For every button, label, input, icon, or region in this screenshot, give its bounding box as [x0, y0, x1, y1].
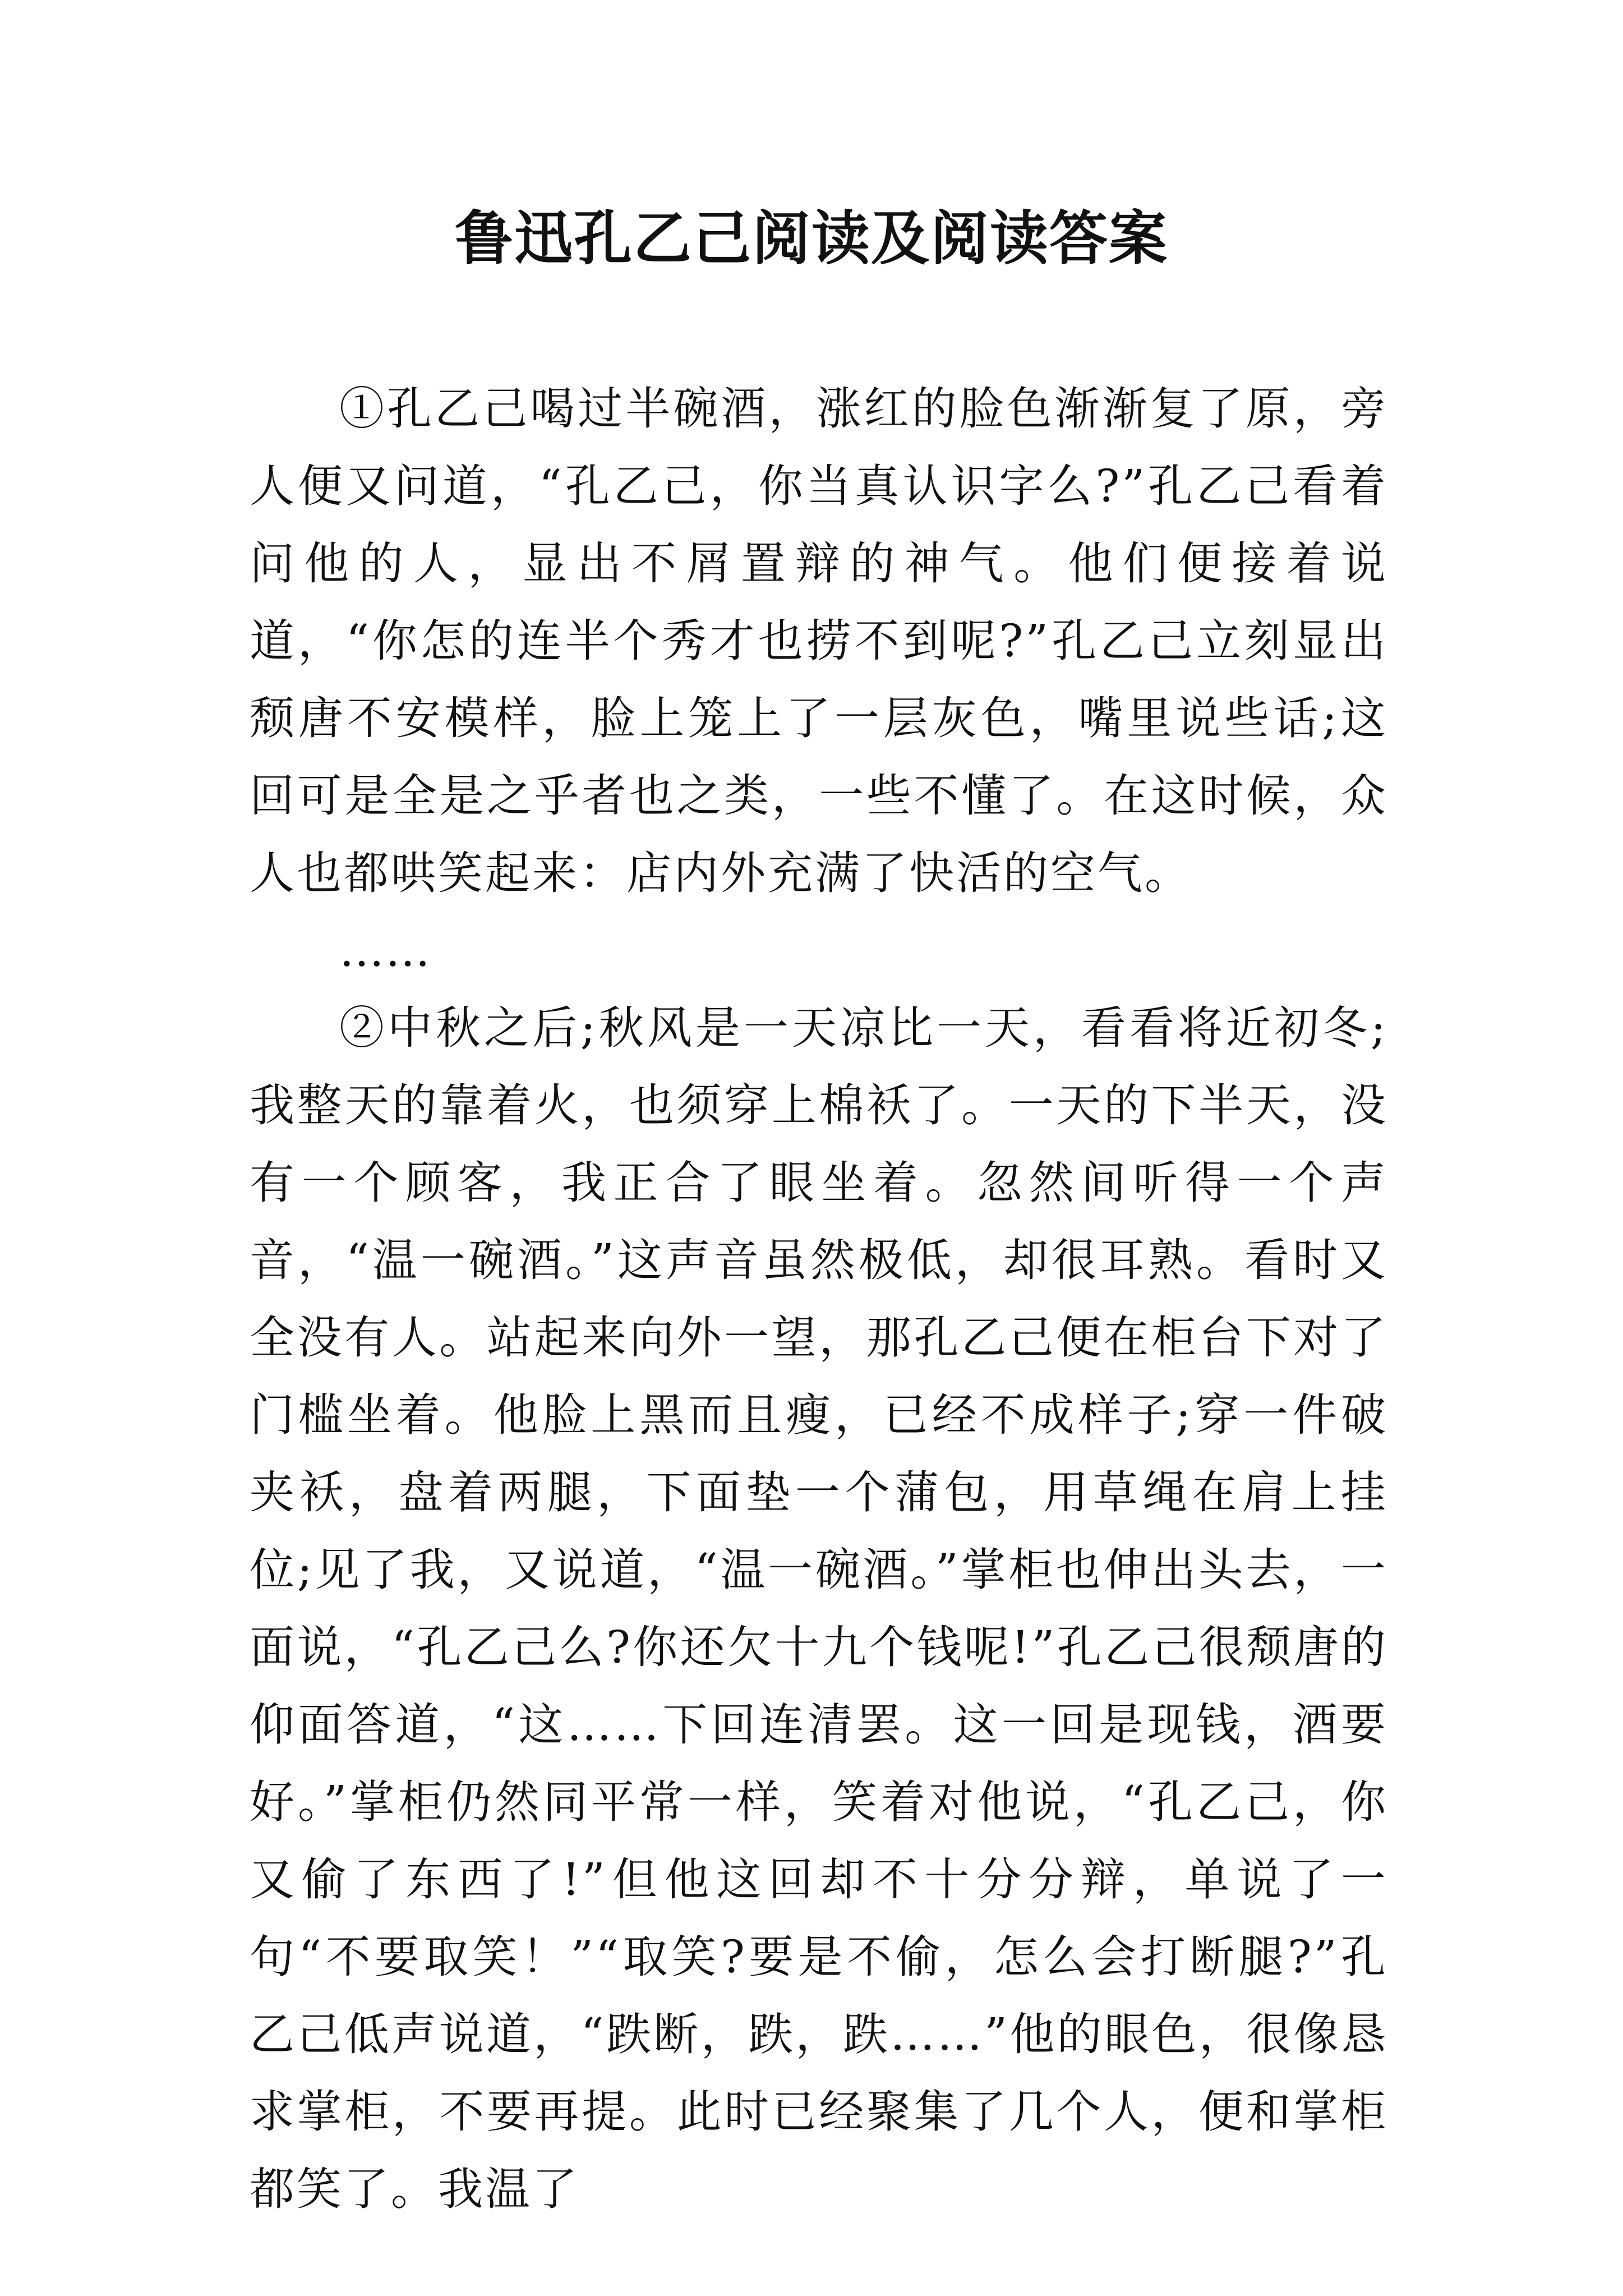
- paragraph-2: ②中秋之后;秋风是一天凉比一天，看看将近初冬;我整天的靠着火，也须穿上棉袄了。一天的下半天，没有一个顾客，我正合了眼坐着。忽然间听得一个声音，“温一碗酒。”这声音虽然极低，却很耳熟。看时又全没有人。站起来向外一望，那孔乙己便在柜台下对了门槛坐着。他脸上黑而且瘦，已经不成样子;穿一件破夹袄，盘着两腿，下面垫一个蒲包，用草绳在肩上挂位;见了我，又说道，“温一碗酒。”掌柜也伸出头去，一面说，“孔乙己么?你还欠十九个钱呢!”孔乙己很颓唐的仰面答道，“这……下回连清罢。这一回是现钱，酒要好。”掌柜仍然同平常一样，笑着对他说，“孔乙己，你又偷了东西了!”但他这回却不十分分辩，单说了一句“不要取笑！”“取笑?要是不偷，怎么会打断腿?”孔乙己低声说道，“跌断，跌，跌……”他的眼色，很像恳求掌柜，不要再提。此时已经聚集了几个人，便和掌柜都笑了。我温了: [250, 1002, 1388, 2215]
- ellipsis-separator: ……: [339, 924, 431, 977]
- paragraph-1: ①孔乙己喝过半碗酒，涨红的脸色渐渐复了原，旁人便又问道，“孔乙己，你当真认识字么?”孔乙己看着问他的人，显出不屑置辩的神气。他们便接着说道，“你怎的连半个秀才也捞不到呢?”孔乙己立刻显出颓唐不安模样，脸上笼上了一层灰色，嘴里说些话;这回可是全是之乎者也之类，一些不懂了。在这时候，众人也都哄笑起来：店内外充满了快活的空气。: [250, 383, 1388, 899]
- document-body: [250, 370, 1388, 2228]
- document-title: 鲁迅孔乙己阅读及阅读答案: [454, 204, 1168, 273]
